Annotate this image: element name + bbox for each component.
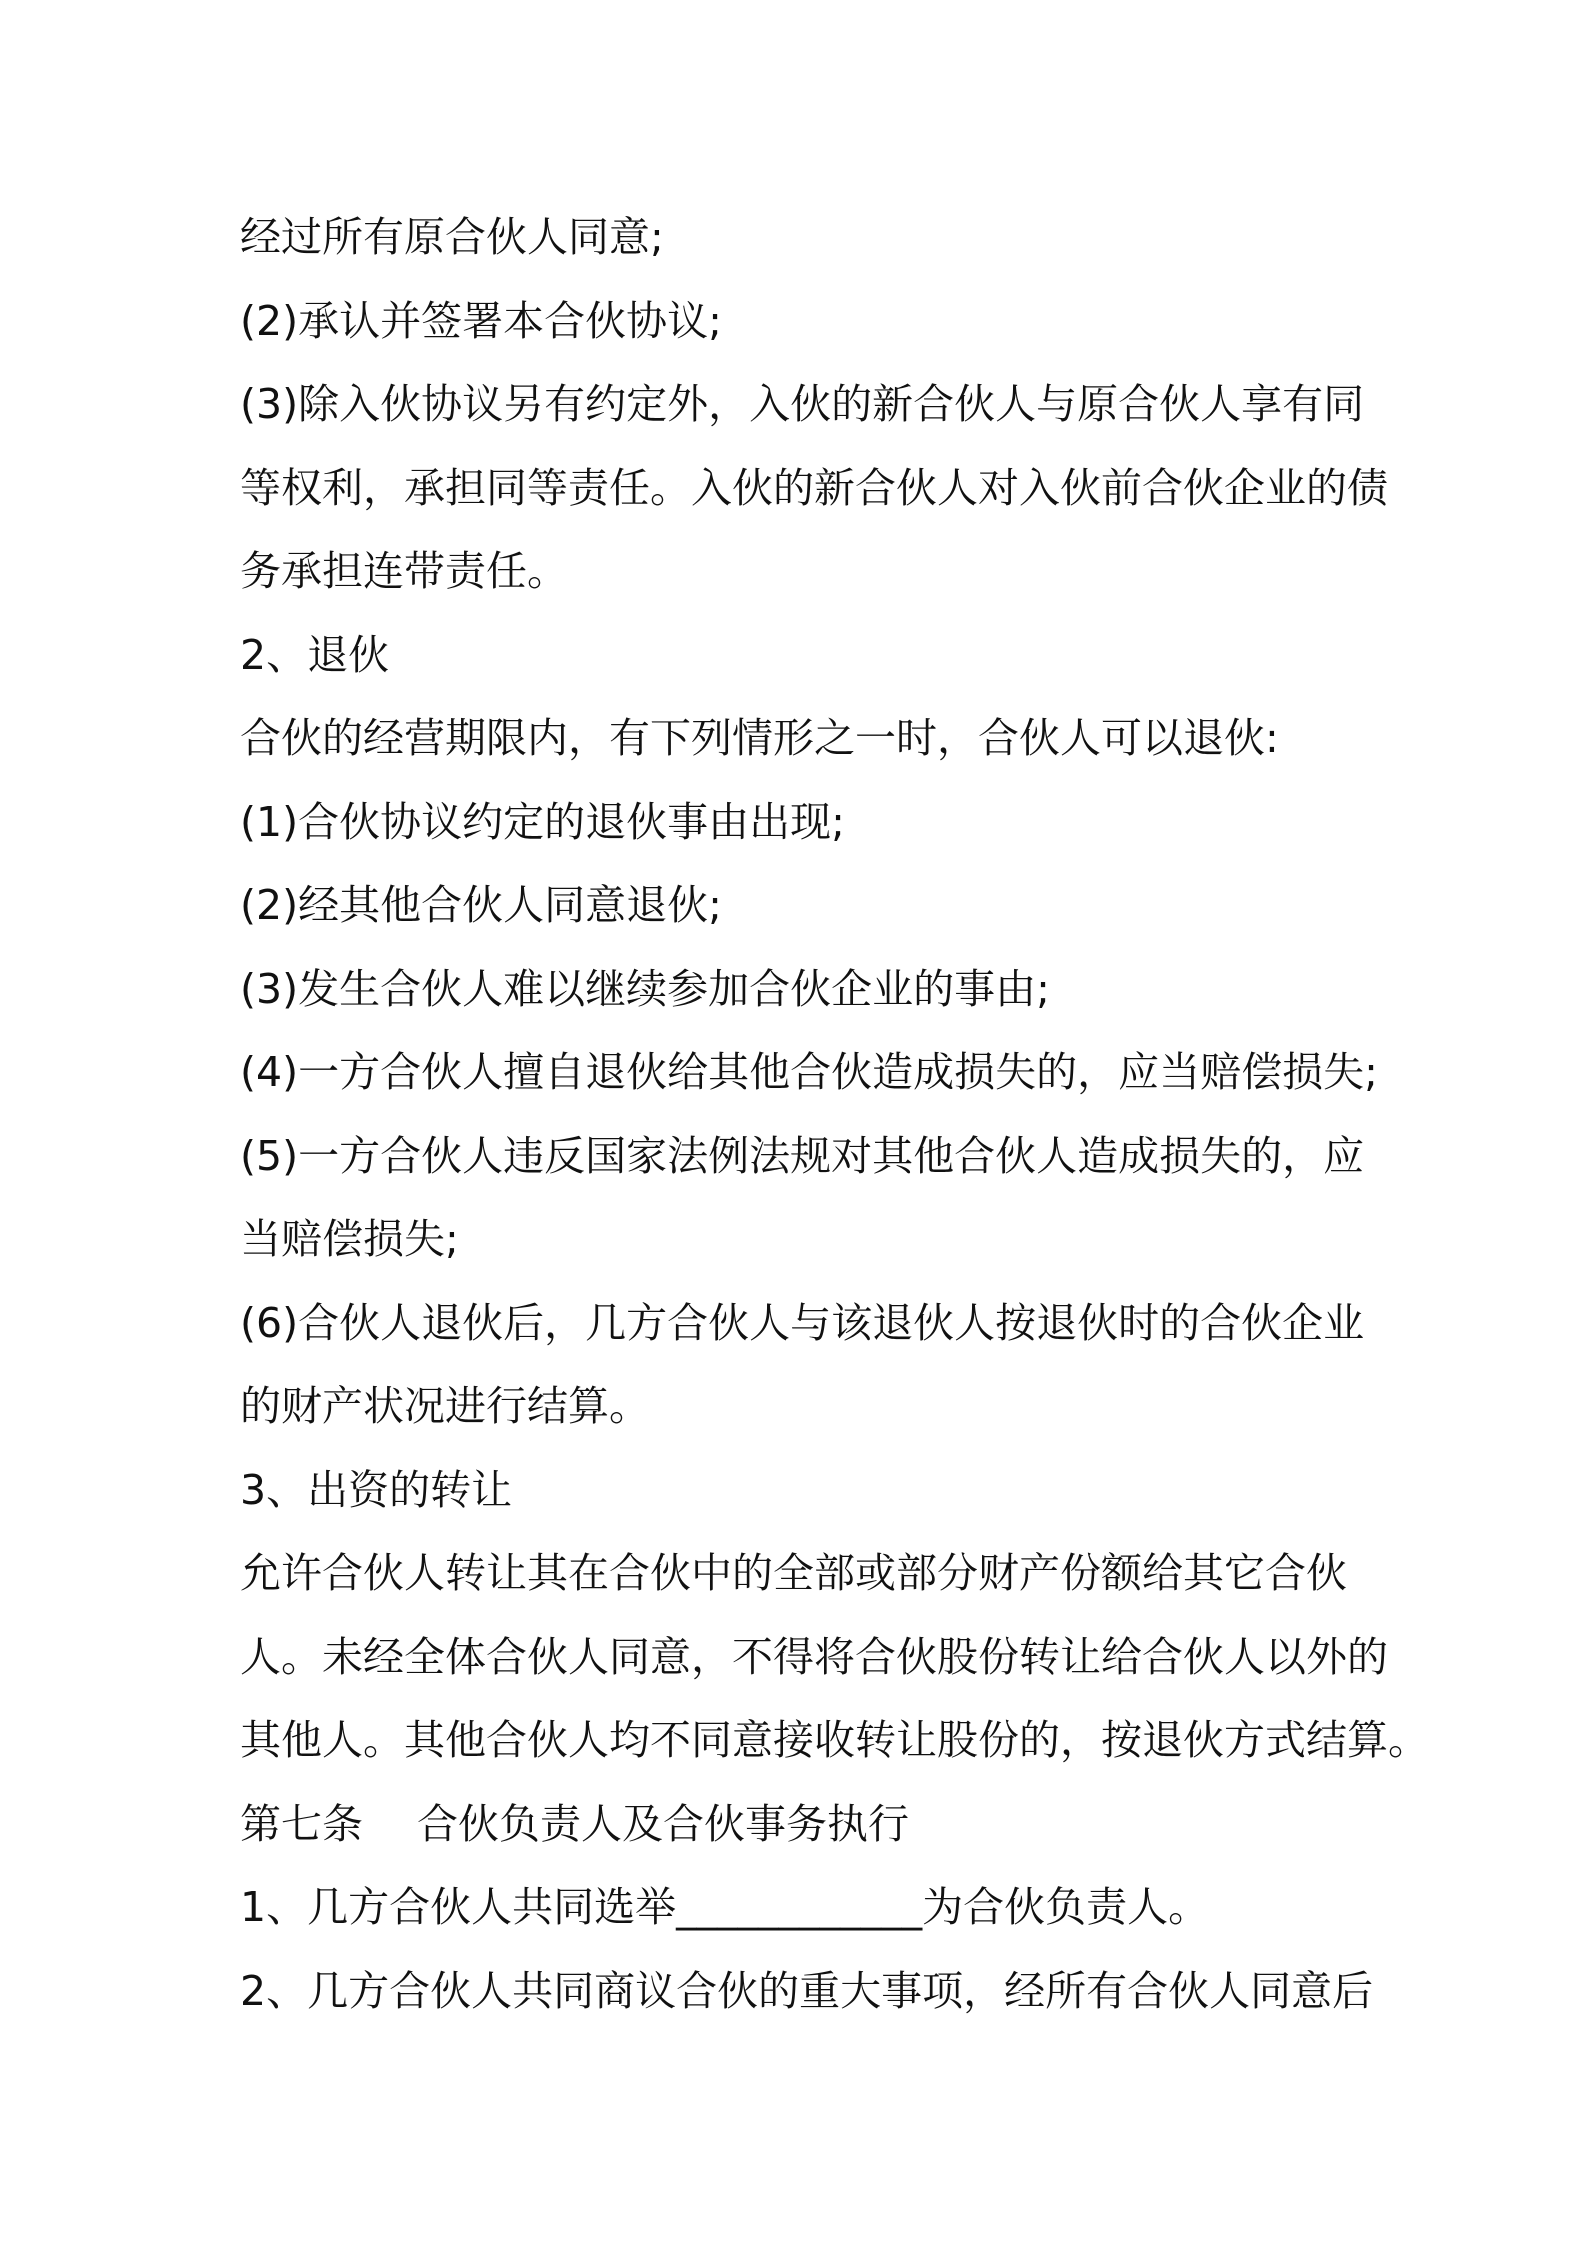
article-heading: 第七条 合伙负责人及合伙事务执行	[240, 1799, 910, 1848]
list-item: (2)经其他合伙人同意退伙;	[240, 881, 722, 929]
text-line: (2)承认并签署本合伙协议;	[240, 296, 722, 345]
text-line: 等权利，承担同等责任。入伙的新合伙人对入伙前合伙企业的债	[240, 463, 1388, 512]
list-item: (3)发生合伙人难以继续参加合伙企业的事由;	[240, 964, 1050, 1013]
list-item: (4)一方合伙人擅自退伙给其他合伙造成损失的，应当赔偿损失;	[240, 1048, 1378, 1096]
text-line: 人。未经全体合伙人同意，不得将合伙股份转让给合伙人以外的	[240, 1632, 1388, 1681]
list-item: 2、几方合伙人共同商议合伙的重大事项，经所有合伙人同意后	[240, 1966, 1374, 2015]
list-item: (5)一方合伙人违反国家法例法规对其他合伙人造成损失的，应	[240, 1131, 1365, 1180]
list-item: (6)合伙人退伙后，几方合伙人与该退伙人按退伙时的合伙企业	[240, 1298, 1365, 1347]
text-line: 当赔偿损失;	[240, 1215, 459, 1263]
text-line: 允许合伙人转让其在合伙中的全部或部分财产份额给其它合伙	[240, 1549, 1347, 1597]
section-heading: 3、出资的转让	[240, 1465, 513, 1514]
document-body	[240, 196, 1429, 2033]
text-line: 其他人。其他合伙人均不同意接收转让股份的，按退伙方式结算。	[240, 1716, 1429, 1764]
text-line: 的财产状况进行结算。	[240, 1382, 650, 1430]
section-heading: 2、退伙	[240, 630, 390, 679]
text-line: (3)除入伙协议另有约定外，入伙的新合伙人与原合伙人享有同	[240, 380, 1365, 428]
text-line: 务承担连带责任。	[240, 547, 568, 595]
text-line: 合伙的经营期限内，有下列情形之一时，合伙人可以退伙:	[240, 714, 1279, 762]
list-item: 1、几方合伙人共同选举____________为合伙负责人。	[240, 1883, 1210, 1931]
list-item: (1)合伙协议约定的退伙事由出现;	[240, 797, 845, 846]
text-line: 经过所有原合伙人同意;	[240, 213, 664, 261]
